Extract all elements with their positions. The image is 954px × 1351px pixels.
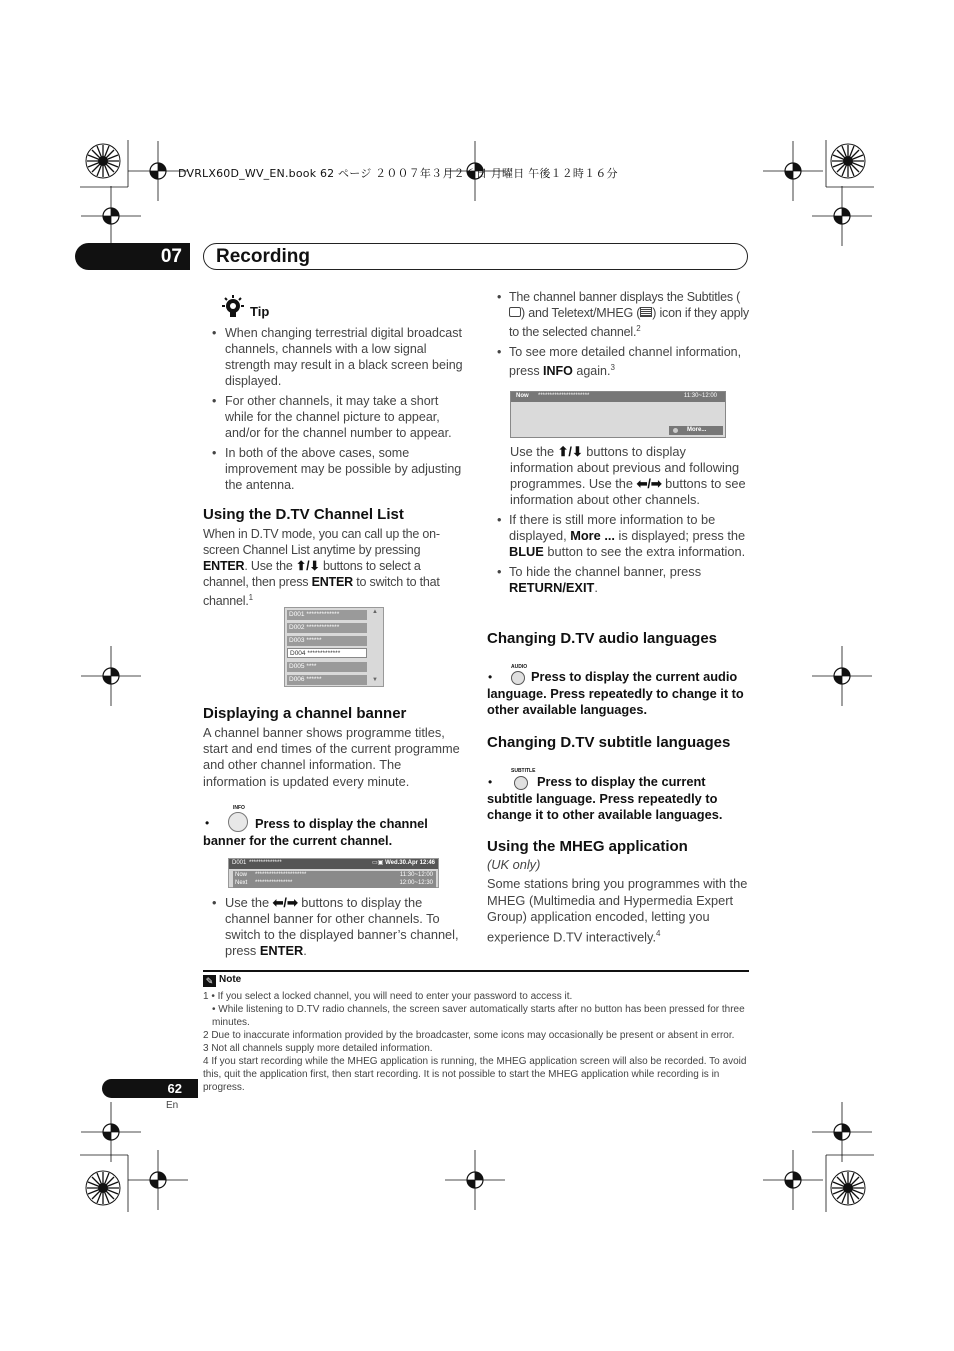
note-header	[203, 972, 749, 988]
tip-bullet-2: • For other channels, it may take a short while for the channel picture to appear, and/or for the channel number to appear.	[203, 393, 465, 441]
audio-instruction: Press to display the current audio language. Press repeatedly to change it to other available languages.	[487, 669, 744, 717]
nav-c: buttons to see information about other channels.	[510, 476, 746, 507]
up-down-arrows-2: ⬆/⬇	[557, 444, 583, 459]
tip-header	[203, 295, 465, 325]
mheg-heading: Using the MHEG application	[487, 838, 688, 855]
right-column-top	[487, 289, 749, 383]
pencil-icon: ✎	[203, 975, 216, 987]
subtitle-icon: ▭▣	[372, 860, 384, 866]
page-language: En	[166, 1100, 179, 1111]
footnote-ref-4: 4	[656, 928, 661, 938]
channel-row-selected: D004 *************	[287, 648, 367, 658]
bullet-dot: •	[488, 775, 493, 789]
audio-heading: Changing D.TV audio languages	[487, 630, 718, 647]
info-label: INFO	[233, 805, 245, 811]
more-button	[669, 426, 723, 435]
audio-label: AUDIO	[511, 664, 528, 670]
right-b3c: button to see the extra information.	[543, 544, 746, 559]
banner-bullet-a: Use the	[225, 895, 273, 910]
mheg-text-body: Some stations bring you programmes with the MHEG (Multimedia and Hypermedia Expert Group) application encoded, letting you experience D.TV interactively.	[487, 876, 748, 944]
mheg-text	[487, 876, 749, 945]
channel-row: D003 ******	[287, 636, 367, 646]
footnote-2: 2 Due to inaccurate information provided by the broadcaster, some icons may occasionally be present or absent in error.	[203, 1030, 735, 1041]
banner-bullet-b: buttons to display the channel banner for other channels. To switch to the displayed banner’s channel, press	[225, 895, 459, 958]
channel-list-heading: Using the D.TV Channel List	[203, 506, 404, 523]
right-column-mid	[487, 444, 749, 600]
right-b1c: ) icon if they apply to the selected channel.	[509, 306, 749, 340]
enter-key-2: ENTER	[311, 575, 353, 589]
channel-list-text-1: When in D.TV mode, you can call up the on-screen Channel List anytime by pressing	[203, 527, 440, 557]
banner-top-bar	[229, 859, 438, 869]
navigation-text	[510, 444, 749, 508]
next-label: Next	[235, 880, 248, 886]
return-exit-key: RETURN/EXIT	[509, 580, 595, 595]
next-title: ****************	[255, 880, 293, 886]
scroll-down-icon: ▼	[372, 677, 378, 683]
detail-now-label: Now	[516, 393, 529, 399]
footnote-ref-1: 1	[248, 593, 253, 602]
mheg-sub: (UK only)	[487, 857, 541, 872]
teletext-glyph-icon	[640, 307, 652, 317]
note-label: Note	[219, 974, 242, 985]
banner-channel-name: **************	[249, 860, 282, 866]
file-info-line: DVRLX60D_WV_EN.book 62 ページ ２００７年３月２６日 月曜日 午後１２時１６分	[178, 167, 618, 180]
channel-row: D005 ****	[287, 662, 367, 672]
up-down-arrows: ⬆/⬇	[295, 559, 320, 573]
right-b3a: If there is still more information to be displayed,	[509, 512, 716, 543]
info-key: INFO	[543, 364, 573, 379]
notes	[203, 972, 749, 1094]
detail-title: **********************	[538, 393, 590, 399]
enter-key: ENTER	[203, 559, 245, 573]
nav-b: buttons to display information about previous and following programmes. Use the	[510, 444, 740, 491]
banner-next-row	[233, 879, 436, 888]
enter-key-3: ENTER	[259, 943, 304, 958]
now-title: **********************	[255, 872, 307, 878]
detail-time: 11:30~12:00	[683, 393, 717, 399]
detail-top-bar	[511, 392, 725, 402]
channel-row: D001 *************	[287, 610, 367, 620]
right-b1a: The channel banner displays the Subtitles (	[509, 290, 741, 304]
right-bullet-2	[487, 344, 749, 379]
right-bullet-3	[487, 512, 749, 560]
nav-a: Use the	[510, 444, 558, 459]
subtitle-heading: Changing D.TV subtitle languages	[487, 734, 731, 751]
banner-date: Wed.30.Apr 12:46	[385, 860, 435, 866]
more-label: More...	[687, 427, 707, 433]
footnote-4: 4 If you start recording while the MHEG application is running, the MHEG application screen will also be recorded. To avoid this, quit the application first, then start recording. It is not possible to start the MHEG application while recording is in progress.	[203, 1056, 747, 1093]
footnote-3: 3 Not all channels supply more detailed information.	[203, 1043, 433, 1054]
now-time: 11:30~12:00	[399, 872, 433, 878]
channel-list-text-3: buttons to select a channel, then press	[203, 559, 421, 589]
chapter-number-tab: 07	[75, 243, 190, 270]
channel-row: D002 *************	[287, 623, 367, 633]
page-number: 62	[102, 1079, 198, 1098]
blue-button-icon	[673, 428, 678, 433]
banner-section	[203, 706, 465, 790]
right-b2b: again.	[572, 364, 611, 379]
right-b1b: ) and Teletext/MHEG (	[521, 306, 641, 320]
channel-list-text-2: . Use the	[244, 559, 296, 573]
next-time: 12:00~12:30	[399, 880, 433, 886]
right-b2a: To see more detailed channel information, press	[509, 345, 742, 379]
channel-list-screen	[284, 607, 384, 687]
bullet-dot: •	[488, 670, 493, 684]
right-bullet-1	[487, 289, 749, 340]
chapter-title-box	[203, 243, 748, 270]
footnote-1b: • While listening to D.TV radio channels, the screen saver automatically starts after no button has been pressed for three minutes.	[212, 1004, 745, 1028]
channel-list-text-4: to switch to that channel.	[203, 575, 440, 609]
right-b4b: .	[594, 580, 598, 595]
banner-channel: D001	[232, 860, 247, 866]
footnote-ref-2: 2	[636, 324, 641, 333]
subtitle-label: SUBTITLE	[511, 768, 536, 774]
blue-key: BLUE	[509, 544, 544, 559]
subtitle-glyph-icon	[509, 307, 521, 317]
subtitle-instruction: Press to display the current subtitle language. Press repeatedly to change it to other available languages.	[487, 774, 723, 822]
left-right-arrows-2: ⬅/➡	[636, 476, 662, 491]
banner-text: A channel banner shows programme titles, start and end times of the current programme and other channel information. The information is updated every minute.	[203, 725, 460, 789]
tip-bullet-1: • When changing terrestrial digital broadcast channels, channels with a low signal strength may result in a black screen being displayed.	[203, 325, 465, 389]
scroll-up-icon: ▲	[372, 609, 378, 615]
right-b4a: To hide the channel banner, press	[509, 564, 702, 579]
banner-instruction: Press to display the channel banner for the current channel.	[203, 816, 428, 848]
tip-label: Tip	[250, 304, 270, 319]
footnote-ref-3: 3	[610, 363, 615, 373]
tip-bullet-3: • In both of the above cases, some improvement may be possible by adjusting the antenna.	[203, 445, 465, 493]
right-bullet-4	[487, 564, 749, 596]
banner-bullet-text	[203, 895, 465, 959]
left-column	[203, 295, 465, 609]
banner-heading: Displaying a channel banner	[203, 705, 407, 722]
banner-bullet	[203, 895, 465, 963]
left-right-arrows: ⬅/➡	[272, 895, 298, 910]
footnote-1: 1 • If you select a locked channel, you will need to enter your password to access it.	[203, 991, 573, 1002]
right-b3b: is displayed; press the	[614, 528, 746, 543]
channel-list-text	[203, 526, 465, 609]
chapter-title: Recording	[216, 246, 310, 267]
channel-banner-screen	[228, 858, 439, 888]
detailed-banner-screen	[510, 391, 726, 438]
mheg-section	[487, 839, 749, 945]
lightbulb-icon	[220, 295, 246, 321]
more-text: More ...	[570, 528, 615, 543]
now-label: Now	[235, 872, 248, 878]
bullet-dot: •	[205, 816, 210, 830]
channel-row: D006 ******	[287, 675, 367, 685]
banner-bullet-c: .	[303, 943, 307, 958]
